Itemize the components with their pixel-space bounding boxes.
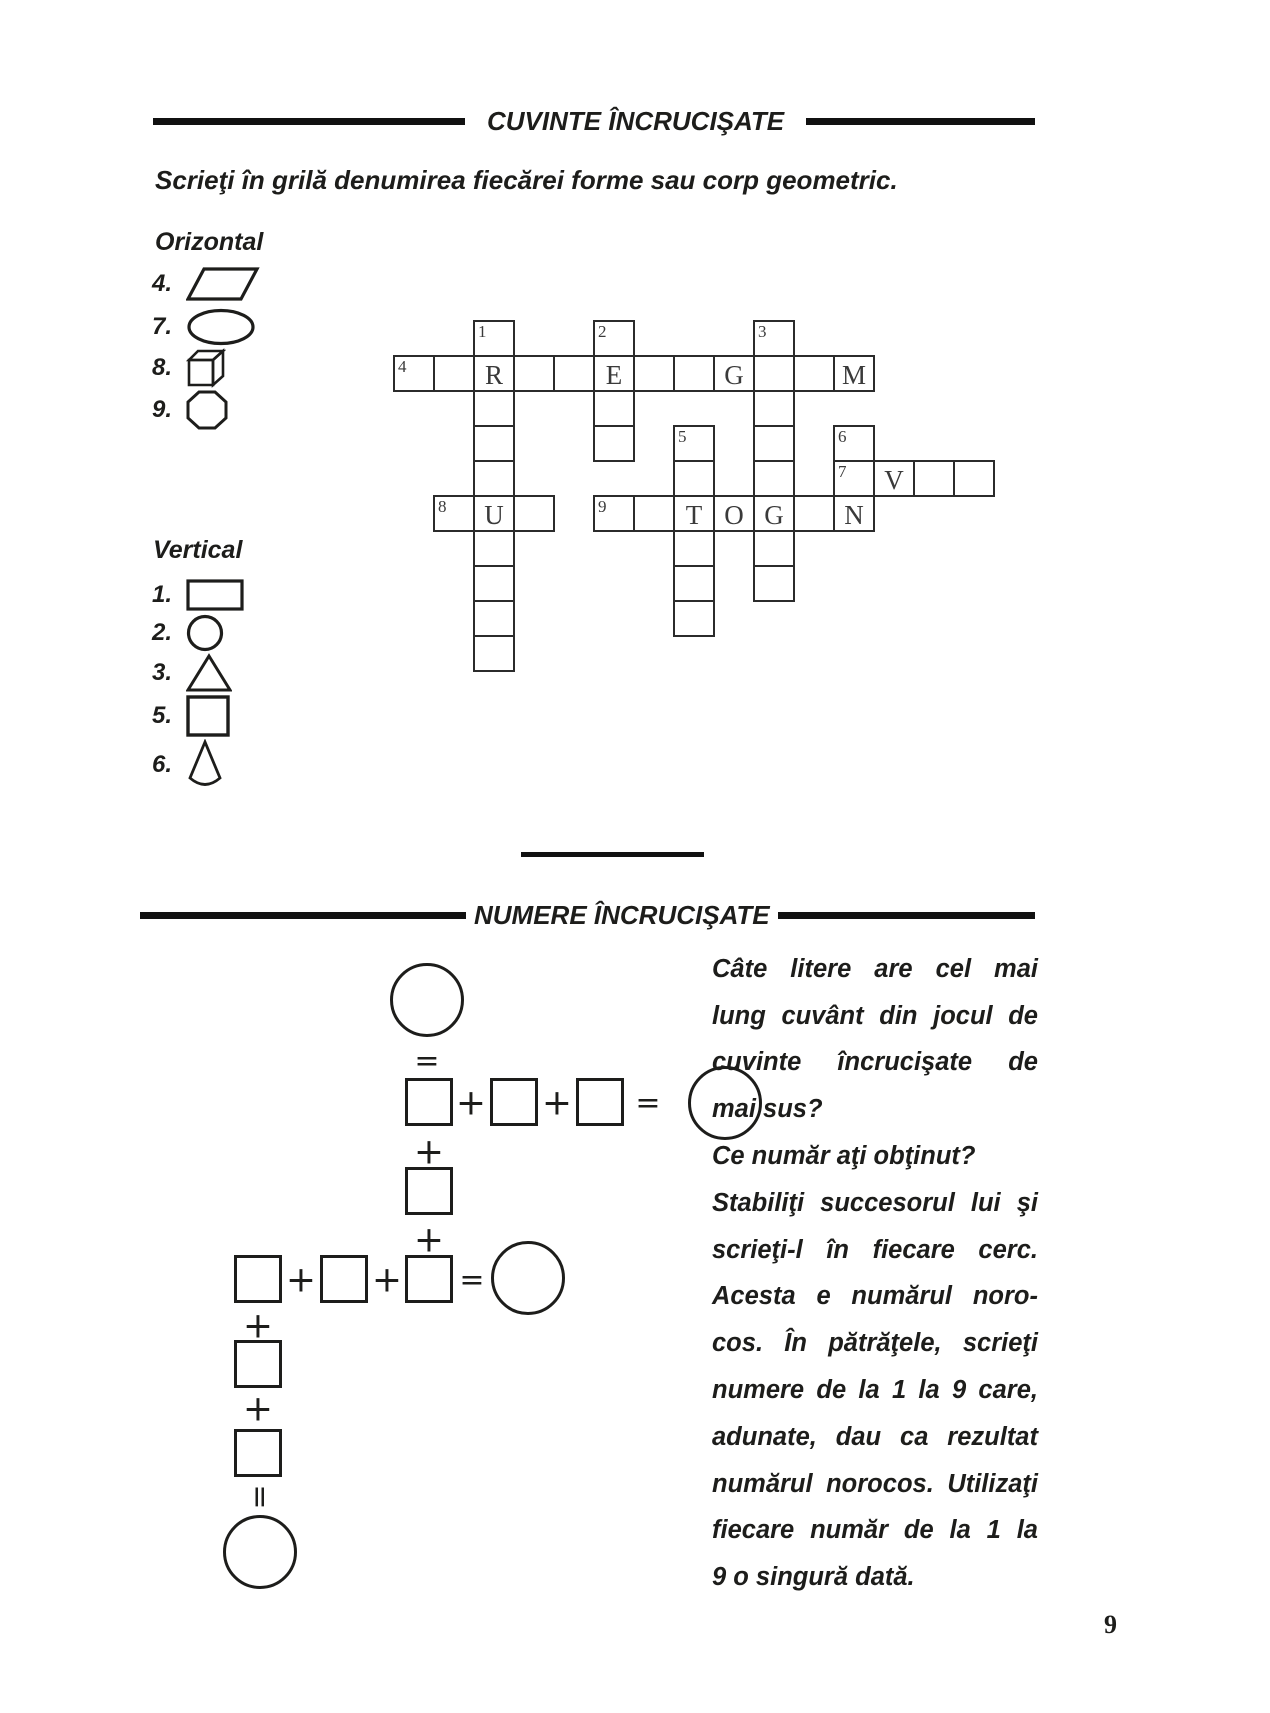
given-letter: G (724, 360, 744, 390)
crossword-cell (833, 460, 875, 497)
square-shape-icon (186, 695, 230, 737)
octagon-shape-icon (186, 390, 228, 430)
given-letter: M (841, 360, 866, 390)
crossword-cell (793, 495, 835, 532)
word: Utilizaţi (947, 1469, 1038, 1498)
word: scrieţi (962, 1329, 1038, 1358)
word: la (1016, 1516, 1038, 1545)
word: în (826, 1235, 849, 1264)
crossword-cell (633, 355, 675, 392)
shape-list-item (152, 388, 260, 432)
item-number: 9. (152, 396, 173, 423)
numbers-paragraph (712, 946, 1038, 1601)
shape-list-item (152, 738, 244, 792)
word: cerc. (978, 1235, 1038, 1264)
item-number: 7. (152, 312, 173, 340)
crossword-cell (513, 495, 555, 532)
paragraph-line (712, 1508, 1038, 1555)
crossword-cell (473, 565, 515, 602)
word: număr (810, 1516, 889, 1545)
shape-list-item (152, 652, 244, 694)
shape-list-item (152, 694, 244, 738)
given-letter: E (605, 360, 623, 390)
crossword-cell (953, 460, 995, 497)
crossword-section-header (153, 101, 1035, 141)
crossword-cell (753, 425, 795, 462)
word: e (816, 1282, 831, 1311)
item-number: 4. (152, 270, 173, 297)
paragraph-line (712, 1367, 1038, 1414)
clue-number: 4 (398, 357, 407, 376)
crossword-cell (753, 355, 795, 392)
crossword-cell (753, 565, 795, 602)
cone-shape-icon (186, 739, 224, 791)
header-rule-left (140, 912, 466, 919)
item-number: 2. (152, 619, 173, 646)
word: Stabiliţi (712, 1188, 805, 1217)
result-circle (390, 963, 464, 1037)
rectangle-shape-icon (186, 579, 244, 611)
page-number: 9 (1104, 1610, 1117, 1639)
crossword-section-title: CUVINTE ÎNCRUCIŞATE (487, 105, 785, 136)
word: dau (835, 1422, 882, 1451)
word: şi (1016, 1188, 1038, 1217)
plus-operator: + (371, 1259, 403, 1301)
crossword-cell (473, 530, 515, 567)
word: noro- (972, 1282, 1038, 1311)
crossword-cell (473, 425, 515, 462)
word: 9 (951, 1376, 967, 1405)
clue-number: 9 (598, 497, 607, 516)
header-rule-right (806, 118, 1035, 125)
word: cos. (712, 1329, 764, 1358)
answer-square (405, 1078, 453, 1126)
equals-operator: = (635, 1085, 661, 1121)
crossword-cell (473, 390, 515, 427)
word: lung (712, 1001, 766, 1030)
word: cuvinte (712, 1048, 802, 1077)
plus-operator: + (413, 1131, 445, 1173)
paragraph-line (712, 1180, 1038, 1227)
answer-square (576, 1078, 624, 1126)
given-letter: V (884, 465, 904, 495)
cube-shape-icon (186, 348, 226, 388)
crossword-cell (833, 355, 875, 392)
crossword-cell (753, 320, 795, 357)
crossword-cell (713, 495, 755, 532)
word: succesorul (820, 1188, 955, 1217)
word: fiecare (712, 1516, 795, 1545)
numbers-section-title: NUMERE ÎNCRUCIŞATE (474, 899, 770, 930)
crossword-cell (673, 355, 715, 392)
numbers-section-header (140, 895, 1035, 935)
answer-square (320, 1255, 368, 1303)
answer-square (405, 1167, 453, 1215)
word: lui (970, 1188, 1001, 1217)
clue-number: 8 (438, 497, 447, 516)
crossword-cell (593, 355, 635, 392)
paragraph-line (712, 1227, 1038, 1274)
shape-list-item (152, 576, 244, 614)
clue-number: 6 (838, 427, 847, 446)
crossword-cell (793, 355, 835, 392)
shape-list-item (152, 306, 260, 347)
crossword-cell (433, 355, 475, 392)
paragraph-line (712, 946, 1038, 993)
item-number: 8. (152, 353, 173, 381)
crossword-grid (393, 320, 997, 674)
answer-square (234, 1429, 282, 1477)
word: numărul (851, 1282, 953, 1311)
crossword-cell (473, 355, 515, 392)
word: Câte (712, 954, 768, 983)
word: la (858, 1376, 880, 1405)
answer-square (234, 1255, 282, 1303)
word: de (1008, 1048, 1038, 1077)
equals-operator: = (459, 1262, 485, 1298)
paragraph-line (712, 1461, 1038, 1508)
crossword-cell (673, 495, 715, 532)
paragraph-line (712, 1414, 1038, 1461)
crossword-cell (873, 460, 915, 497)
word: are (874, 954, 913, 983)
answer-square (490, 1078, 538, 1126)
word: 1 (986, 1516, 1001, 1545)
orizontal-heading: Orizontal (155, 228, 264, 256)
item-number: 6. (152, 751, 173, 778)
word: jocul (933, 1001, 993, 1030)
instruction-text: Scrieţi în grilă denumirea fiecărei forme sau corp geometric. (155, 165, 898, 195)
clue-number: 7 (838, 462, 847, 481)
paragraph-line: mai sus? (712, 1095, 823, 1124)
word: adunate, (712, 1422, 817, 1451)
header-rule-right (778, 912, 1035, 919)
answer-square (234, 1340, 282, 1388)
given-letter: N (844, 500, 864, 530)
crossword-cell (673, 600, 715, 637)
plus-operator: + (541, 1082, 573, 1124)
result-circle (223, 1515, 297, 1589)
crossword-cell (913, 460, 955, 497)
crossword-cell (713, 355, 755, 392)
word: de (903, 1516, 934, 1545)
result-circle (491, 1241, 565, 1315)
word: care, (978, 1376, 1038, 1405)
crossword-cell (633, 495, 675, 532)
crossword-cell (833, 425, 875, 462)
paragraph-line (712, 1040, 1038, 1087)
crossword-cell (753, 390, 795, 427)
crossword-cell (673, 530, 715, 567)
crossword-cell (553, 355, 595, 392)
crossword-cell (673, 425, 715, 462)
crossword-cell (473, 600, 515, 637)
clue-number: 1 (478, 322, 487, 341)
word: norocos. (826, 1469, 934, 1498)
crossword-cell (753, 495, 795, 532)
crossword-cell (393, 355, 435, 392)
crossword-cell (753, 530, 795, 567)
equals-operator: = (414, 1043, 440, 1079)
word: Acesta (712, 1282, 796, 1311)
plus-operator: + (242, 1388, 274, 1430)
crossword-cell (433, 495, 475, 532)
answer-square (405, 1255, 453, 1303)
word: din (879, 1001, 918, 1030)
word: fiecare (872, 1235, 955, 1264)
circle-shape-icon (186, 614, 224, 652)
given-letter: R (484, 360, 503, 390)
word: pătrăţele, (828, 1329, 942, 1358)
crossword-cell (473, 635, 515, 672)
plus-operator: + (242, 1305, 274, 1347)
paragraph-line (712, 1274, 1038, 1321)
plus-operator: + (413, 1219, 445, 1261)
word: de (816, 1376, 847, 1405)
crossword-cell (593, 495, 635, 532)
parallelogram-shape-icon (186, 266, 260, 302)
triangle-shape-icon (186, 653, 232, 693)
word: litere (790, 954, 852, 983)
section-divider (521, 852, 704, 857)
crossword-cell (673, 565, 715, 602)
given-letter: T (685, 500, 703, 530)
word: încrucişate (837, 1048, 973, 1077)
plus-operator: + (285, 1259, 317, 1301)
word: scrieţi-l (712, 1235, 803, 1264)
word: 1 (891, 1376, 907, 1405)
crossword-cell (593, 320, 635, 357)
paragraph-line (712, 1320, 1038, 1367)
given-letter: U (484, 500, 504, 530)
shape-list-item (152, 347, 260, 388)
word: numărul (712, 1469, 813, 1498)
crossword-cell (833, 495, 875, 532)
clue-number: 5 (678, 427, 687, 446)
word: numere (712, 1376, 805, 1405)
shape-list-item (152, 262, 260, 306)
clue-number: 3 (758, 322, 767, 341)
paragraph-line: 9 o singură dată. (712, 1563, 915, 1592)
word: la (918, 1376, 940, 1405)
item-number: 3. (152, 659, 173, 686)
vertical-heading: Vertical (153, 536, 243, 564)
crossword-cell (753, 460, 795, 497)
plus-operator: + (455, 1082, 487, 1124)
crossword-cell (593, 425, 635, 462)
word: ca (900, 1422, 929, 1451)
equals-operator: = (242, 1484, 278, 1510)
given-letter: G (764, 500, 784, 530)
paragraph-line (712, 993, 1038, 1040)
word: la (949, 1516, 971, 1545)
clue-number: 2 (598, 322, 607, 341)
item-number: 1. (152, 581, 173, 608)
vertical-list (152, 576, 244, 792)
crossword-cell (593, 390, 635, 427)
crossword-cell (473, 320, 515, 357)
crossword-cell (513, 355, 555, 392)
header-rule-left (153, 118, 465, 125)
item-number: 5. (152, 702, 173, 729)
word: mai (994, 954, 1038, 983)
shape-list-item (152, 614, 244, 652)
word: rezultat (947, 1422, 1038, 1451)
ellipse-shape-icon (186, 308, 256, 346)
word: În (784, 1329, 807, 1358)
word: cel (935, 954, 972, 983)
word: de (1008, 1001, 1038, 1030)
paragraph-line: Ce număr aţi obţinut? (712, 1142, 976, 1171)
crossword-cell (473, 460, 515, 497)
orizontal-list (152, 262, 260, 432)
given-letter: O (724, 500, 744, 530)
crossword-cell (473, 495, 515, 532)
crossword-cell (673, 460, 715, 497)
word: cuvânt (781, 1001, 864, 1030)
